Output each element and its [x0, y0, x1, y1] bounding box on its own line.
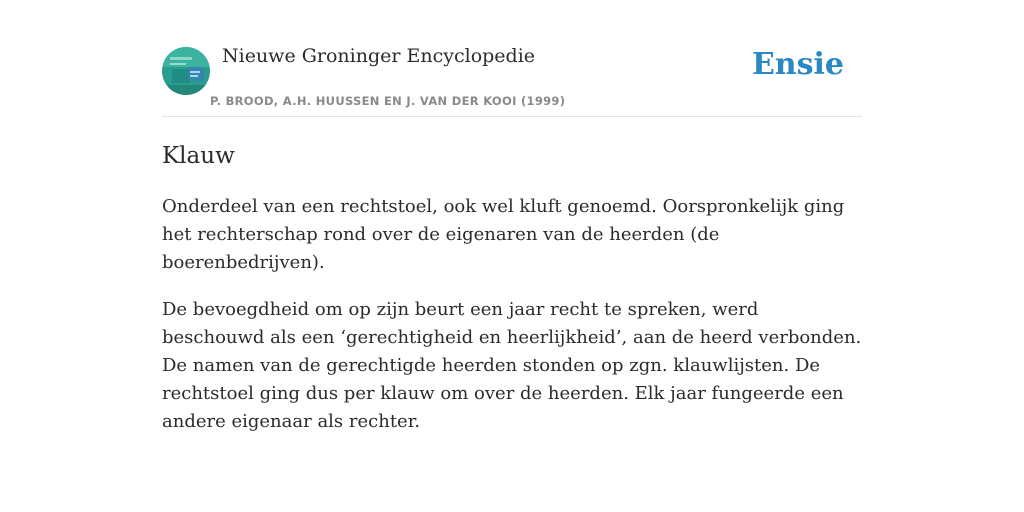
page [162, 0, 862, 436]
article-paragraph: Onderdeel van een rechtstoel, ook wel kluft genoemd. Oorspronkelijk ging het rechterschap rond over de eigenaren van de heerden (de boerenbedrijven). [162, 196, 845, 273]
article-title: Klauw [162, 143, 235, 169]
ensie-logo[interactable]: Ensie [751, 47, 844, 82]
article-paragraph: De bevoegdheid om op zijn beurt een jaar recht te spreken, werd beschouwd als een ‘gerechtigheid en heerlijkheid’, aan de heerd verbonden. De namen van de gerechtigde heerden stonden op zgn. klauwlijsten. De rechtstoel ging dus per klauw om over de heerden. Elk jaar fungeerde een andere eigenaar als rechter. [162, 299, 862, 432]
book-authors: P. BROOD, A.H. HUUSSEN EN J. VAN DER KOOI (1999) [210, 94, 566, 108]
book-header [162, 0, 862, 117]
book-cover-thumbnail-icon[interactable] [162, 47, 210, 95]
book-title[interactable]: Nieuwe Groninger Encyclopedie [222, 45, 536, 67]
